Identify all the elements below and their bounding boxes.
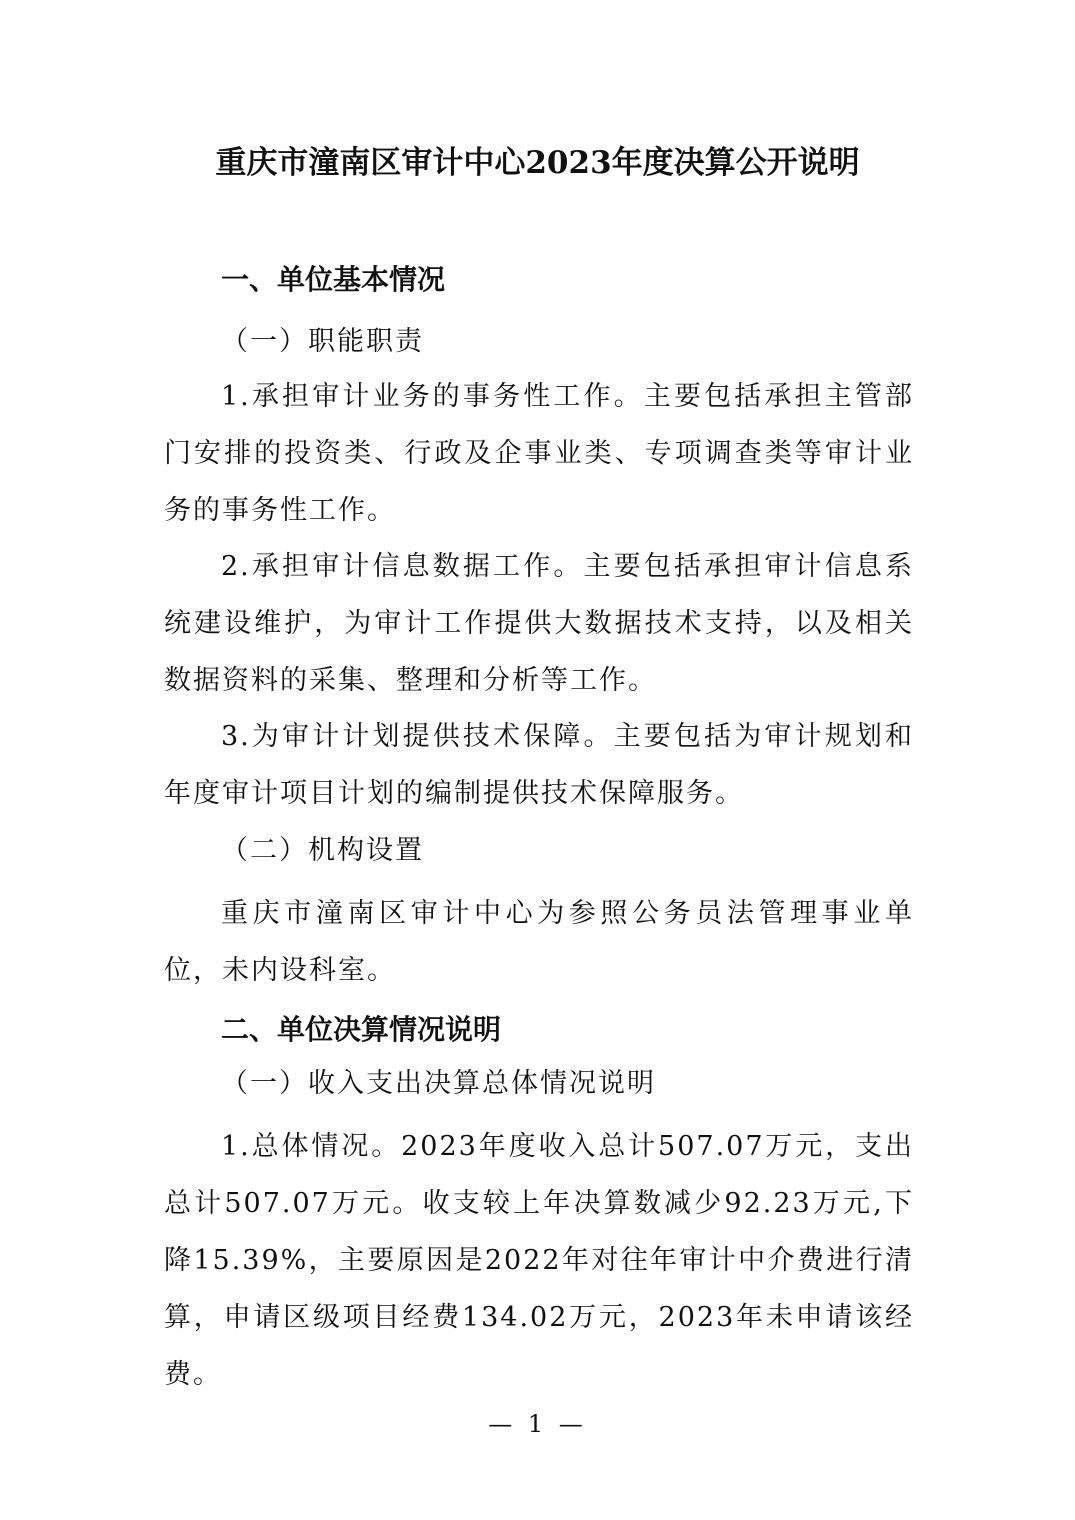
- document-title: 重庆市潼南区审计中心2023年度决算公开说明: [215, 145, 860, 181]
- paragraph-overall-situation: 1.总体情况。2023年度收入总计507.07万元，支出总计507.07万元。收支较上年决算数减少92.23万元,下降15.39%，主要原因是2022年对往年审计中介费进行清算，申请区级项目经费134.02万元，2023年未申请该经费。: [164, 1131, 914, 1390]
- paragraph-organization: 重庆市潼南区审计中心为参照公务员法管理事业单位，未内设科室。: [164, 898, 914, 986]
- page-number: — 1 —: [488, 1410, 587, 1438]
- subsection-heading-organization: （二）机构设置: [221, 835, 424, 866]
- paragraph-function-3: 3.为审计计划提供技术保障。主要包括为审计规划和年度审计项目计划的编制提供技术保障服务。: [164, 721, 914, 809]
- subsection-heading-functions: （一）职能职责: [221, 326, 424, 357]
- section-heading-basic-info: 一、单位基本情况: [221, 263, 446, 296]
- section-heading-final-accounts: 二、单位决算情况说明: [221, 1013, 502, 1046]
- paragraph-function-1: 1.承担审计业务的事务性工作。主要包括承担主管部门安排的投资类、行政及企事业类、专项调查类等审计业务的事务性工作。: [164, 381, 914, 526]
- paragraph-function-2: 2.承担审计信息数据工作。主要包括承担审计信息系统建设维护，为审计工作提供大数据技术支持，以及相关数据资料的采集、整理和分析等工作。: [164, 551, 914, 696]
- subsection-heading-income-expenditure: （一）收入支出决算总体情况说明: [221, 1068, 656, 1099]
